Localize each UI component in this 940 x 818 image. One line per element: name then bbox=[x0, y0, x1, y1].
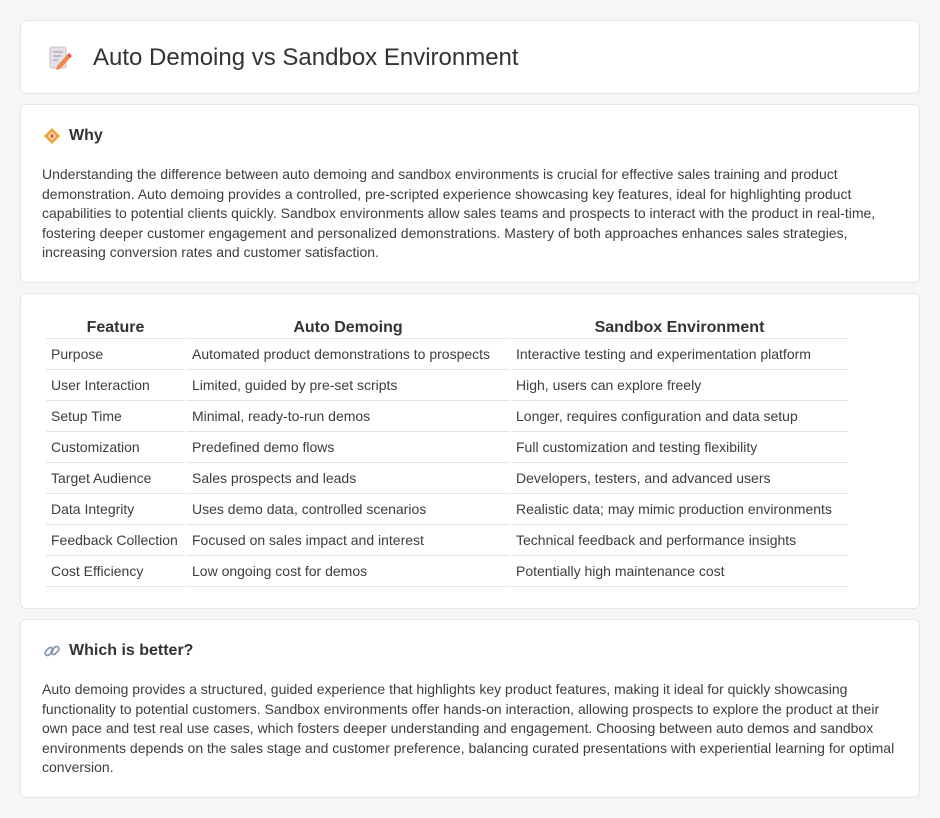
table-row bbox=[46, 339, 848, 370]
row-auto-demoing: Predefined demo flows bbox=[187, 432, 509, 463]
document-pencil-icon bbox=[45, 44, 73, 72]
row-sandbox: Full customization and testing flexibility bbox=[511, 432, 848, 463]
table-header-row bbox=[46, 314, 848, 339]
table-row bbox=[46, 401, 848, 432]
better-heading bbox=[43, 642, 193, 660]
row-feature: Feedback Collection bbox=[46, 525, 185, 556]
row-sandbox: High, users can explore freely bbox=[511, 370, 848, 401]
table-row bbox=[46, 370, 848, 401]
row-sandbox: Technical feedback and performance insights bbox=[511, 525, 848, 556]
row-auto-demoing: Sales prospects and leads bbox=[187, 463, 509, 494]
row-auto-demoing: Low ongoing cost for demos bbox=[187, 556, 509, 587]
title-card bbox=[20, 20, 920, 94]
better-title: Which is better? bbox=[69, 642, 194, 659]
link-icon bbox=[43, 642, 61, 660]
diamond-icon bbox=[43, 127, 61, 145]
header-sandbox: Sandbox Environment bbox=[511, 314, 848, 339]
table-row bbox=[46, 556, 848, 587]
row-sandbox: Interactive testing and experimentation platform bbox=[511, 339, 848, 370]
row-auto-demoing: Automated product demonstrations to prospects bbox=[187, 339, 509, 370]
header-auto-demoing: Auto Demoing bbox=[187, 314, 509, 339]
row-sandbox: Longer, requires configuration and data setup bbox=[511, 401, 848, 432]
title-row bbox=[45, 44, 519, 72]
which-is-better-card bbox=[20, 619, 920, 798]
row-auto-demoing: Limited, guided by pre-set scripts bbox=[187, 370, 509, 401]
row-feature: Purpose bbox=[46, 339, 185, 370]
row-auto-demoing: Minimal, ready-to-run demos bbox=[187, 401, 509, 432]
page-title: Auto Demoing vs Sandbox Environment bbox=[93, 44, 519, 71]
why-text: Understanding the difference between auto demoing and sandbox environments is crucial for effective sales training and product demonstration. Auto demoing provides a controlled, pre-scripted experience showcasing key features, ideal for highlighting product capabilities to potential clients quickly. Sandbox environments allow sales teams and prospects to interact with the product in real-time, fostering deeper customer engagement and personalized demonstrations. Mastery of both approaches enhances sales strategies, increasing conversion rates and customer satisfaction. bbox=[42, 166, 876, 260]
why-title: Why bbox=[69, 127, 103, 144]
row-feature: User Interaction bbox=[46, 370, 185, 401]
row-auto-demoing: Uses demo data, controlled scenarios bbox=[187, 494, 509, 525]
row-auto-demoing: Focused on sales impact and interest bbox=[187, 525, 509, 556]
comparison-card bbox=[20, 293, 920, 609]
row-feature: Customization bbox=[46, 432, 185, 463]
table-row bbox=[46, 432, 848, 463]
why-heading bbox=[43, 127, 103, 145]
header-feature: Feature bbox=[46, 314, 185, 339]
row-sandbox: Potentially high maintenance cost bbox=[511, 556, 848, 587]
why-card bbox=[20, 104, 920, 283]
row-sandbox: Realistic data; may mimic production environments bbox=[511, 494, 848, 525]
row-sandbox: Developers, testers, and advanced users bbox=[511, 463, 848, 494]
row-feature: Target Audience bbox=[46, 463, 185, 494]
better-text: Auto demoing provides a structured, guided experience that highlights key product features, making it ideal for quickly showcasing functionality to potential customers. Sandbox environments offer hands-on interaction, allowing prospects to explore the product at their own pace and test real use cases, which fosters deeper understanding and engagement. Choosing between auto demos and sandbox environments depends on the sales stage and customer preference, balancing curated presentations with experiential learning for optimal conversion. bbox=[42, 681, 895, 775]
row-feature: Cost Efficiency bbox=[46, 556, 185, 587]
table-row bbox=[46, 525, 848, 556]
comparison-table bbox=[44, 314, 850, 587]
row-feature: Setup Time bbox=[46, 401, 185, 432]
table-row bbox=[46, 463, 848, 494]
table-row bbox=[46, 494, 848, 525]
row-feature: Data Integrity bbox=[46, 494, 185, 525]
